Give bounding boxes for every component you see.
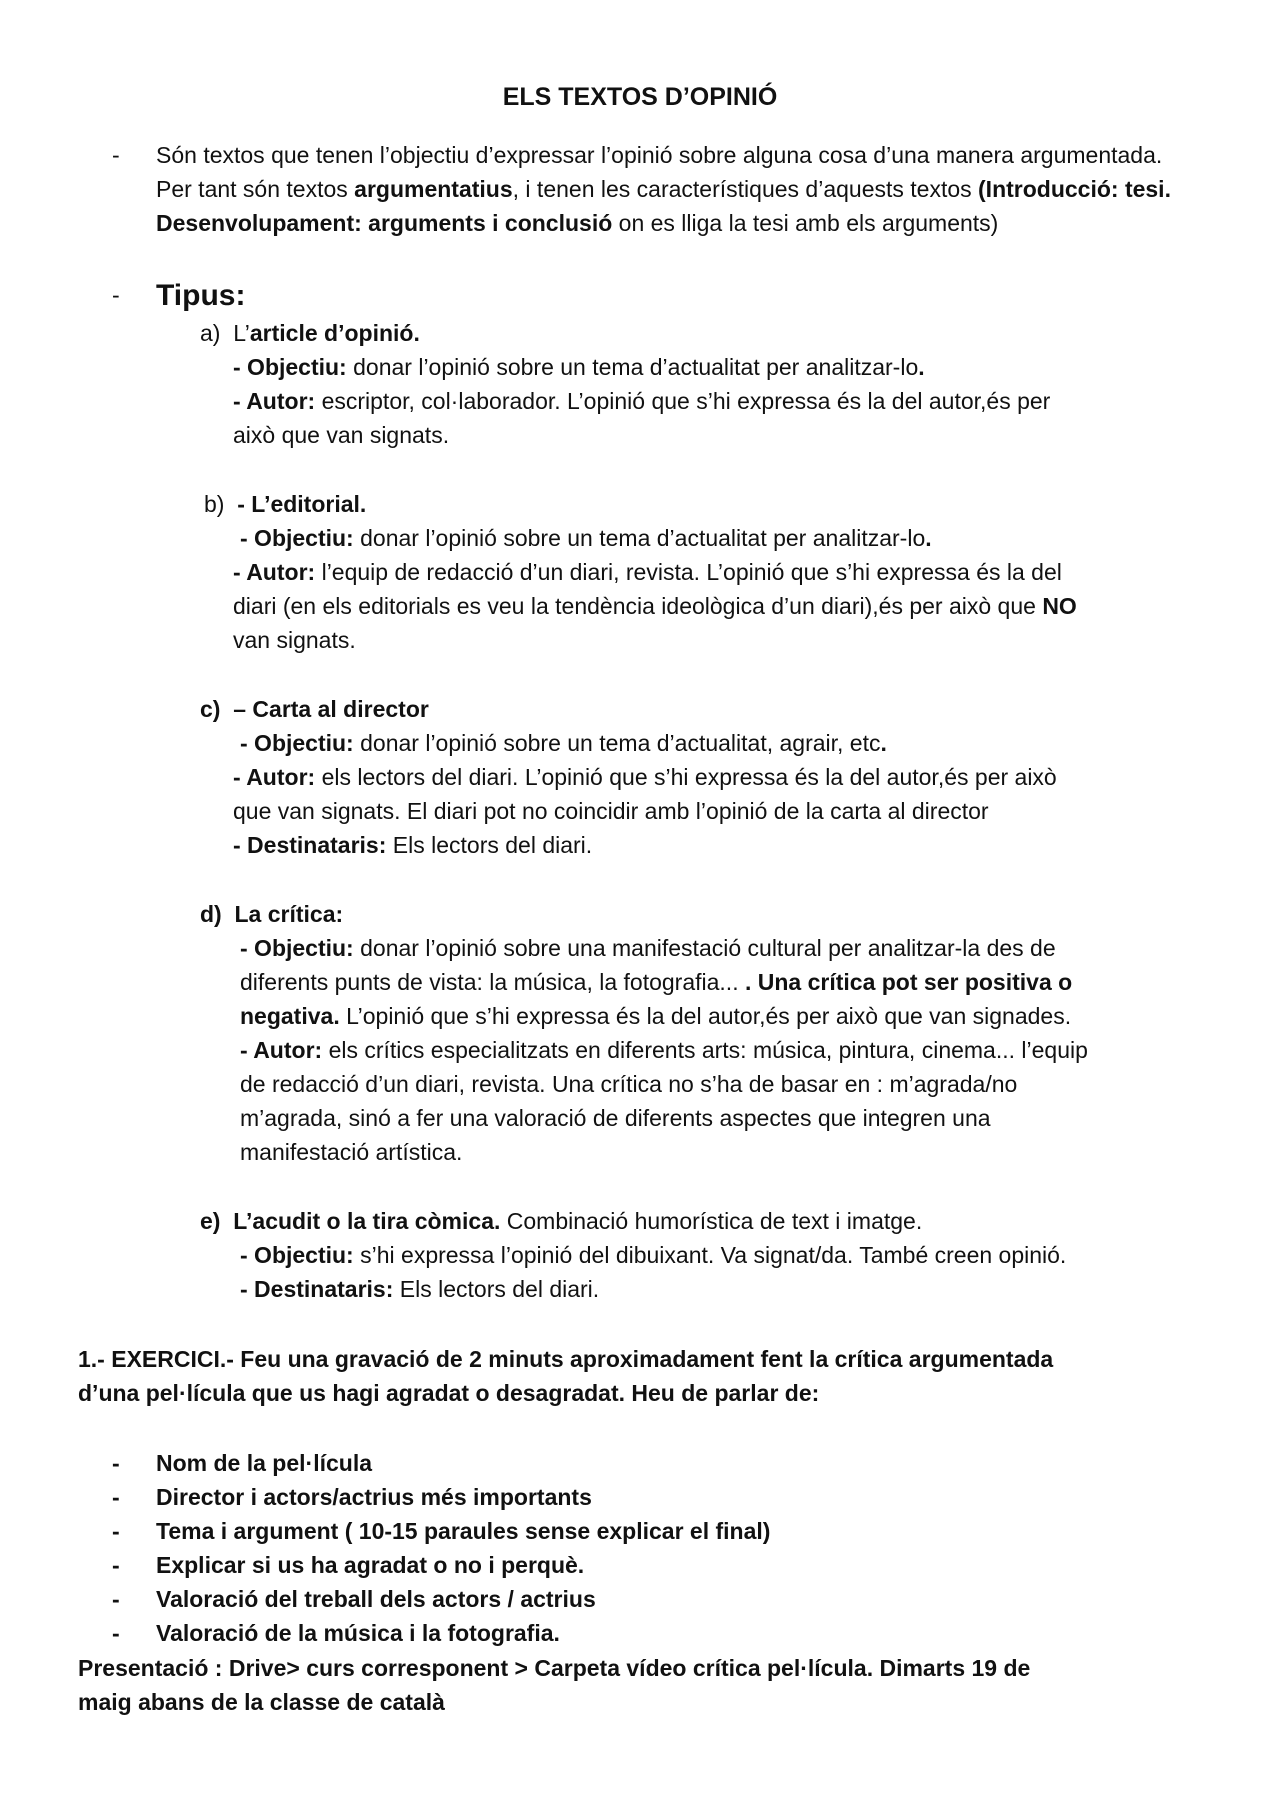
type-d-objective-cont: diferents punts de vista: la música, la fotografia... . Una crítica pot ser positiva o	[240, 969, 1073, 995]
type-c-letter	[200, 692, 1200, 862]
exercise-line: 1.- EXERCICI.- Feu una gravació de 2 minuts aproximadament fent la crítica argumentada	[78, 1346, 1054, 1372]
list-item: - Valoració del treball dels actors / actrius	[112, 1586, 596, 1612]
task-list	[112, 1446, 1202, 1650]
type-b-author-cont: diari (en els editorials es veu la tendència ideològica d’un diari),és per això que NO	[233, 593, 1077, 619]
type-a-objective: - Objectiu: donar l’opinió sobre un tema d’actualitat per analitzar-lo.	[233, 354, 925, 380]
type-a-author-cont: això que van signats.	[233, 422, 450, 448]
type-c-heading: c) – Carta al director	[200, 696, 429, 722]
type-c-author: - Autor: els lectors del diari. L’opinió que s’hi expressa és la del autor,és per això	[233, 764, 1057, 790]
type-c-author-cont: que van signats. El diari pot no coincidir amb l’opinió de la carta al director	[233, 798, 989, 824]
type-d-author: - Autor: els crítics especialitzats en diferents arts: música, pintura, cinema... l’equip	[240, 1037, 1088, 1063]
type-d-review	[200, 897, 1200, 1169]
type-e-objective: - Objectiu: s’hi expressa l’opinió del dibuixant. Va signat/da. També creen opinió.	[240, 1242, 1067, 1268]
type-a-article	[200, 316, 1200, 452]
type-a-author: - Autor: escriptor, col·laborador. L’opinió que s’hi expressa és la del autor,és per	[233, 388, 1051, 414]
dash-marker: -	[112, 142, 120, 168]
document-title: ELS TEXTOS D’OPINIÓ	[502, 83, 778, 111]
presentation-note	[78, 1651, 1218, 1719]
presentation-line: maig abans de la classe de català	[78, 1689, 445, 1715]
type-c-recipients: - Destinataris: Els lectors del diari.	[233, 832, 593, 858]
type-e-cartoon	[200, 1204, 1200, 1306]
list-item: - Tema i argument ( 10-15 paraules sense explicar el final)	[112, 1518, 771, 1544]
tipus-heading: Tipus:	[156, 279, 246, 312]
type-d-author-cont: de redacció d’un diari, revista. Una crítica no s’ha de basar en : m’agrada/no	[240, 1071, 1018, 1097]
type-b-heading: b) - L’editorial.	[204, 491, 367, 517]
type-b-author: - Autor: l’equip de redacció d’un diari, revista. L’opinió que s’hi expressa és la del	[233, 559, 1062, 585]
type-d-heading: d) La crítica:	[200, 901, 344, 927]
exercise-instructions	[78, 1342, 1218, 1410]
type-b-objective: - Objectiu: donar l’opinió sobre un tema d’actualitat per analitzar-lo.	[240, 525, 932, 551]
type-d-author-end: manifestació artística.	[240, 1139, 463, 1165]
type-d-author-cont: m’agrada, sinó a fer una valoració de diferents aspectes que integren una	[240, 1105, 991, 1131]
type-b-editorial	[204, 487, 1204, 657]
intro-paragraph: Són textos que tenen l’objectiu d’expressar l’opinió sobre alguna cosa d’una manera argumentada. Per tant són textos argumentatius, i tenen les característiques d’aquests textos (Introducció: tesi. Desenvolupament: arguments i conclusió on es lliga la tesi amb els arguments)	[156, 142, 1171, 236]
presentation-line: Presentació : Drive> curs corresponent > Carpeta vídeo crítica pel·lícula. Dimarts 19 de	[78, 1655, 1031, 1681]
list-item: - Nom de la pel·lícula	[112, 1450, 372, 1476]
type-e-heading: e) L’acudit o la tira còmica. Combinació humorística de text i imatge.	[200, 1208, 923, 1234]
type-e-recipients: - Destinataris: Els lectors del diari.	[240, 1276, 600, 1302]
type-b-author-end: van signats.	[233, 627, 356, 653]
type-a-heading: a) L’article d’opinió.	[200, 320, 420, 346]
list-item: - Explicar si us ha agradat o no i perquè.	[112, 1552, 585, 1578]
intro-bullet	[112, 138, 1202, 240]
exercise-line: d’una pel·lícula que us hagi agradat o desagradat. Heu de parlar de:	[78, 1380, 820, 1406]
dash-marker: -	[112, 282, 120, 308]
list-item: - Director i actors/actrius més importants	[112, 1484, 592, 1510]
type-d-objective-end: negativa. L’opinió que s’hi expressa és la del autor,és per això que van signades.	[240, 1003, 1072, 1029]
type-c-objective: - Objectiu: donar l’opinió sobre un tema d’actualitat, agrair, etc.	[240, 730, 887, 756]
tipus-bullet	[112, 278, 1202, 314]
list-item: - Valoració de la música i la fotografia.	[112, 1620, 560, 1646]
type-d-objective: - Objectiu: donar l’opinió sobre una manifestació cultural per analitzar-la des de	[240, 935, 1056, 961]
